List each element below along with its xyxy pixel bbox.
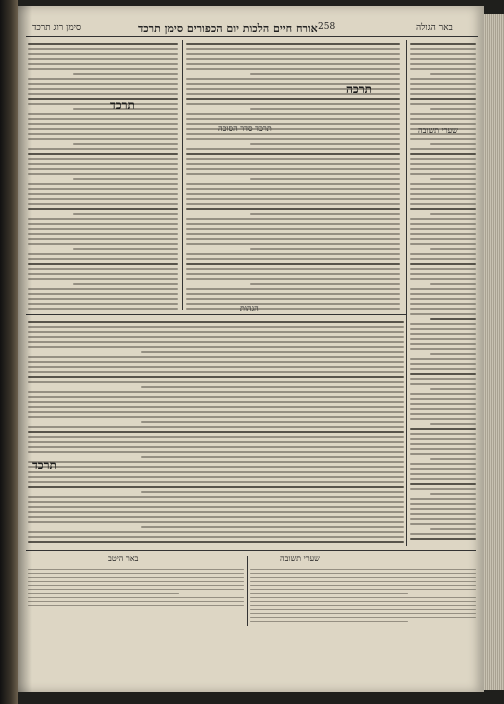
text-line	[410, 303, 476, 305]
text-line	[186, 113, 400, 115]
text-line	[186, 68, 400, 70]
text-line	[410, 513, 476, 515]
text-line	[410, 258, 476, 260]
text-line	[28, 43, 178, 45]
text-line	[73, 213, 178, 215]
text-line	[410, 138, 476, 140]
text-line	[28, 268, 178, 270]
book-binding-edge	[0, 0, 18, 704]
text-line	[410, 443, 476, 445]
bottom-heading-left: באר היטב	[108, 554, 139, 563]
text-line	[73, 178, 178, 180]
text-line	[28, 118, 178, 120]
text-line	[410, 403, 476, 405]
text-line	[410, 168, 476, 170]
text-line	[28, 416, 404, 418]
text-line	[28, 331, 404, 333]
text-line	[410, 228, 476, 230]
text-line	[28, 183, 178, 185]
text-line	[141, 526, 404, 528]
text-line	[28, 288, 178, 290]
text-line	[430, 108, 476, 110]
text-line	[28, 466, 404, 468]
text-line	[410, 163, 476, 165]
text-line	[28, 461, 404, 463]
text-line	[250, 621, 408, 623]
book-page	[18, 6, 484, 692]
text-line	[250, 593, 408, 595]
text-line	[28, 293, 178, 295]
text-line	[410, 183, 476, 185]
text-line	[186, 148, 400, 150]
text-line	[250, 108, 400, 110]
text-line	[410, 333, 476, 335]
footnote-left-column	[28, 566, 244, 610]
text-line	[410, 88, 476, 90]
text-line	[430, 318, 476, 320]
text-line	[410, 463, 476, 465]
running-head-left: סימן רוג תרכד	[32, 23, 82, 33]
text-line	[186, 258, 400, 260]
text-line	[410, 293, 476, 295]
text-line	[28, 93, 178, 95]
text-line	[410, 413, 476, 415]
text-line	[28, 501, 404, 503]
text-line	[28, 406, 404, 408]
headword-middle: תרכה	[346, 82, 372, 96]
text-line	[410, 58, 476, 60]
text-line	[410, 503, 476, 505]
text-line	[141, 386, 404, 388]
text-line	[250, 283, 400, 285]
text-line	[410, 98, 476, 100]
text-line	[186, 48, 400, 50]
text-line	[250, 248, 400, 250]
text-line	[28, 441, 404, 443]
text-line	[250, 569, 476, 571]
text-line	[28, 68, 178, 70]
text-line	[73, 73, 178, 75]
text-line	[430, 493, 476, 495]
text-line	[73, 248, 178, 250]
text-line	[28, 371, 404, 373]
text-line	[410, 363, 476, 365]
text-line	[186, 188, 400, 190]
text-line	[28, 569, 244, 571]
text-line	[28, 188, 178, 190]
text-line	[28, 346, 404, 348]
text-line	[28, 521, 404, 523]
text-line	[410, 253, 476, 255]
text-line	[28, 321, 404, 323]
text-line	[410, 83, 476, 85]
column-divider-center	[182, 40, 183, 310]
text-line	[410, 48, 476, 50]
text-line	[28, 278, 178, 280]
text-line	[186, 293, 400, 295]
side-heading-right: שערי תשובה	[418, 126, 458, 135]
text-line	[186, 243, 400, 245]
text-line	[410, 518, 476, 520]
text-line	[186, 208, 400, 210]
text-line	[28, 158, 178, 160]
text-line	[430, 143, 476, 145]
text-line	[28, 153, 178, 155]
text-line	[28, 593, 179, 595]
text-line	[28, 168, 178, 170]
text-line	[410, 243, 476, 245]
text-line	[410, 408, 476, 410]
text-line	[250, 581, 476, 583]
text-line	[28, 391, 404, 393]
text-line	[28, 326, 404, 328]
text-line	[410, 483, 476, 485]
text-line	[28, 381, 404, 383]
text-line	[28, 401, 404, 403]
text-line	[28, 218, 178, 220]
text-line	[28, 88, 178, 90]
text-line	[186, 228, 400, 230]
text-line	[28, 273, 178, 275]
text-line	[410, 193, 476, 195]
text-line	[28, 78, 178, 80]
gutter-shadow	[18, 6, 32, 692]
text-line	[410, 233, 476, 235]
text-line	[410, 383, 476, 385]
text-line	[410, 208, 476, 210]
text-line	[186, 138, 400, 140]
text-line	[410, 313, 476, 315]
text-line	[186, 168, 400, 170]
text-line	[28, 53, 178, 55]
text-line	[410, 153, 476, 155]
text-line	[410, 438, 476, 440]
column-divider-right	[406, 40, 407, 546]
text-line	[28, 585, 244, 587]
text-line	[430, 73, 476, 75]
text-line	[410, 308, 476, 310]
text-line	[186, 288, 400, 290]
text-line	[28, 601, 244, 603]
text-line	[250, 213, 400, 215]
text-line	[28, 98, 178, 100]
text-line	[250, 585, 476, 587]
text-line	[410, 118, 476, 120]
text-line	[28, 223, 178, 225]
text-line	[410, 428, 476, 430]
text-line	[28, 198, 178, 200]
text-line	[410, 123, 476, 125]
text-line	[250, 609, 476, 611]
right-commentary-column	[410, 40, 476, 546]
text-line	[28, 123, 178, 125]
text-line	[28, 411, 404, 413]
text-line	[28, 238, 178, 240]
text-line	[410, 188, 476, 190]
text-line	[28, 486, 404, 488]
text-line	[28, 376, 404, 378]
gloss-heading: הגהות	[240, 304, 259, 313]
text-line	[73, 283, 178, 285]
text-line	[28, 511, 404, 513]
text-line	[141, 491, 404, 493]
text-line	[410, 538, 476, 540]
side-label-mid: תרכד סדר הסוכה	[218, 124, 272, 133]
text-line	[410, 158, 476, 160]
text-line	[28, 308, 178, 310]
text-line	[28, 531, 404, 533]
text-line	[28, 173, 178, 175]
text-line	[410, 473, 476, 475]
text-line	[28, 361, 404, 363]
text-line	[186, 58, 400, 60]
text-line	[186, 133, 400, 135]
text-line	[186, 78, 400, 80]
text-line	[186, 203, 400, 205]
body-rule	[26, 314, 406, 315]
text-line	[186, 53, 400, 55]
text-line	[28, 605, 244, 607]
text-line	[410, 498, 476, 500]
text-line	[430, 388, 476, 390]
text-line	[28, 63, 178, 65]
text-line	[430, 178, 476, 180]
page-stack-edge	[484, 14, 504, 690]
text-line	[28, 243, 178, 245]
text-line	[250, 601, 476, 603]
text-line	[186, 273, 400, 275]
main-text-center-column	[186, 40, 400, 310]
text-line	[410, 78, 476, 80]
text-line	[186, 173, 400, 175]
text-line	[430, 283, 476, 285]
text-line	[410, 288, 476, 290]
text-line	[186, 193, 400, 195]
text-line	[410, 43, 476, 45]
text-line	[141, 351, 404, 353]
text-line	[410, 148, 476, 150]
text-line	[28, 536, 404, 538]
text-line	[410, 348, 476, 350]
text-line	[410, 433, 476, 435]
text-line	[186, 253, 400, 255]
text-line	[186, 308, 400, 310]
text-line	[410, 68, 476, 70]
text-line	[28, 573, 244, 575]
text-line	[410, 263, 476, 265]
text-line	[28, 581, 244, 583]
text-line	[186, 233, 400, 235]
text-line	[28, 263, 178, 265]
text-line	[28, 589, 244, 591]
text-line	[430, 423, 476, 425]
text-line	[28, 83, 178, 85]
text-line	[28, 203, 178, 205]
text-line	[186, 218, 400, 220]
text-line	[186, 238, 400, 240]
text-line	[410, 453, 476, 455]
text-line	[28, 516, 404, 518]
text-line	[186, 63, 400, 65]
text-line	[186, 263, 400, 265]
text-line	[410, 63, 476, 65]
text-line	[410, 523, 476, 525]
text-line	[410, 198, 476, 200]
text-line	[410, 273, 476, 275]
text-line	[410, 338, 476, 340]
text-line	[410, 478, 476, 480]
text-line	[186, 223, 400, 225]
text-line	[28, 133, 178, 135]
text-line	[28, 356, 404, 358]
text-line	[28, 577, 244, 579]
text-line	[410, 278, 476, 280]
text-line	[186, 163, 400, 165]
text-line	[410, 368, 476, 370]
text-line	[28, 48, 178, 50]
text-line	[28, 481, 404, 483]
text-line	[28, 341, 404, 343]
text-line	[410, 373, 476, 375]
text-line	[28, 103, 178, 105]
text-line	[410, 508, 476, 510]
footnote-right-column	[250, 566, 476, 626]
text-line	[28, 446, 404, 448]
text-line	[410, 378, 476, 380]
text-line	[28, 148, 178, 150]
text-line	[73, 143, 178, 145]
text-line	[410, 113, 476, 115]
text-line	[186, 103, 400, 105]
text-line	[250, 617, 476, 619]
running-head-right: באר הגולה	[416, 23, 453, 33]
text-line	[28, 426, 404, 428]
text-line	[250, 577, 476, 579]
footnote-rule	[26, 550, 476, 551]
text-line	[186, 158, 400, 160]
text-line	[410, 393, 476, 395]
text-line	[28, 163, 178, 165]
text-line	[410, 203, 476, 205]
text-line	[28, 258, 178, 260]
text-line	[410, 398, 476, 400]
text-line	[186, 268, 400, 270]
text-line	[410, 298, 476, 300]
text-line	[28, 431, 404, 433]
text-line	[250, 143, 400, 145]
text-line	[28, 128, 178, 130]
text-line	[28, 298, 178, 300]
text-line	[28, 471, 404, 473]
text-line	[410, 448, 476, 450]
text-line	[410, 218, 476, 220]
text-line	[410, 358, 476, 360]
text-line	[250, 613, 476, 615]
text-line	[28, 336, 404, 338]
header-rule	[26, 36, 478, 37]
headword-main: תרכד	[110, 98, 135, 112]
text-line	[28, 541, 404, 543]
text-line	[28, 506, 404, 508]
text-line	[410, 418, 476, 420]
text-line	[410, 268, 476, 270]
page-number: 258	[318, 22, 336, 32]
text-line	[28, 476, 404, 478]
text-line	[186, 298, 400, 300]
text-line	[28, 228, 178, 230]
text-line	[28, 396, 404, 398]
text-line	[410, 173, 476, 175]
text-line	[430, 458, 476, 460]
text-line	[430, 353, 476, 355]
text-line	[250, 573, 476, 575]
text-line	[250, 589, 476, 591]
text-line	[410, 53, 476, 55]
text-line	[430, 528, 476, 530]
text-line	[186, 118, 400, 120]
text-line	[28, 597, 244, 599]
text-line	[28, 113, 178, 115]
headword-lower: תרכד	[32, 458, 57, 472]
text-line	[410, 343, 476, 345]
text-line	[250, 597, 476, 599]
text-line	[28, 208, 178, 210]
text-line	[141, 456, 404, 458]
text-line	[250, 73, 400, 75]
text-line	[28, 451, 404, 453]
text-line	[410, 328, 476, 330]
text-line	[141, 421, 404, 423]
text-line	[250, 605, 476, 607]
main-text-left-column	[28, 40, 178, 310]
text-line	[28, 436, 404, 438]
text-line	[28, 253, 178, 255]
text-line	[410, 533, 476, 535]
footnote-divider	[247, 556, 248, 626]
text-line	[28, 496, 404, 498]
text-line	[186, 183, 400, 185]
bottom-heading-right: שערי תשובה	[280, 554, 320, 563]
text-line	[186, 278, 400, 280]
text-line	[28, 233, 178, 235]
text-line	[410, 103, 476, 105]
text-line	[28, 193, 178, 195]
text-line	[28, 58, 178, 60]
main-body-block	[28, 318, 404, 546]
text-line	[430, 248, 476, 250]
text-line	[410, 468, 476, 470]
text-line	[186, 98, 400, 100]
page-title: אורח חיים הלכות יום הכפורים סימן תרכד	[138, 22, 318, 35]
text-line	[410, 488, 476, 490]
text-line	[186, 303, 400, 305]
text-line	[250, 178, 400, 180]
text-line	[186, 198, 400, 200]
text-line	[410, 223, 476, 225]
text-line	[186, 43, 400, 45]
text-line	[28, 138, 178, 140]
text-line	[410, 238, 476, 240]
text-line	[410, 323, 476, 325]
text-line	[28, 303, 178, 305]
text-line	[410, 93, 476, 95]
text-line	[186, 153, 400, 155]
text-line	[430, 213, 476, 215]
text-line	[28, 366, 404, 368]
